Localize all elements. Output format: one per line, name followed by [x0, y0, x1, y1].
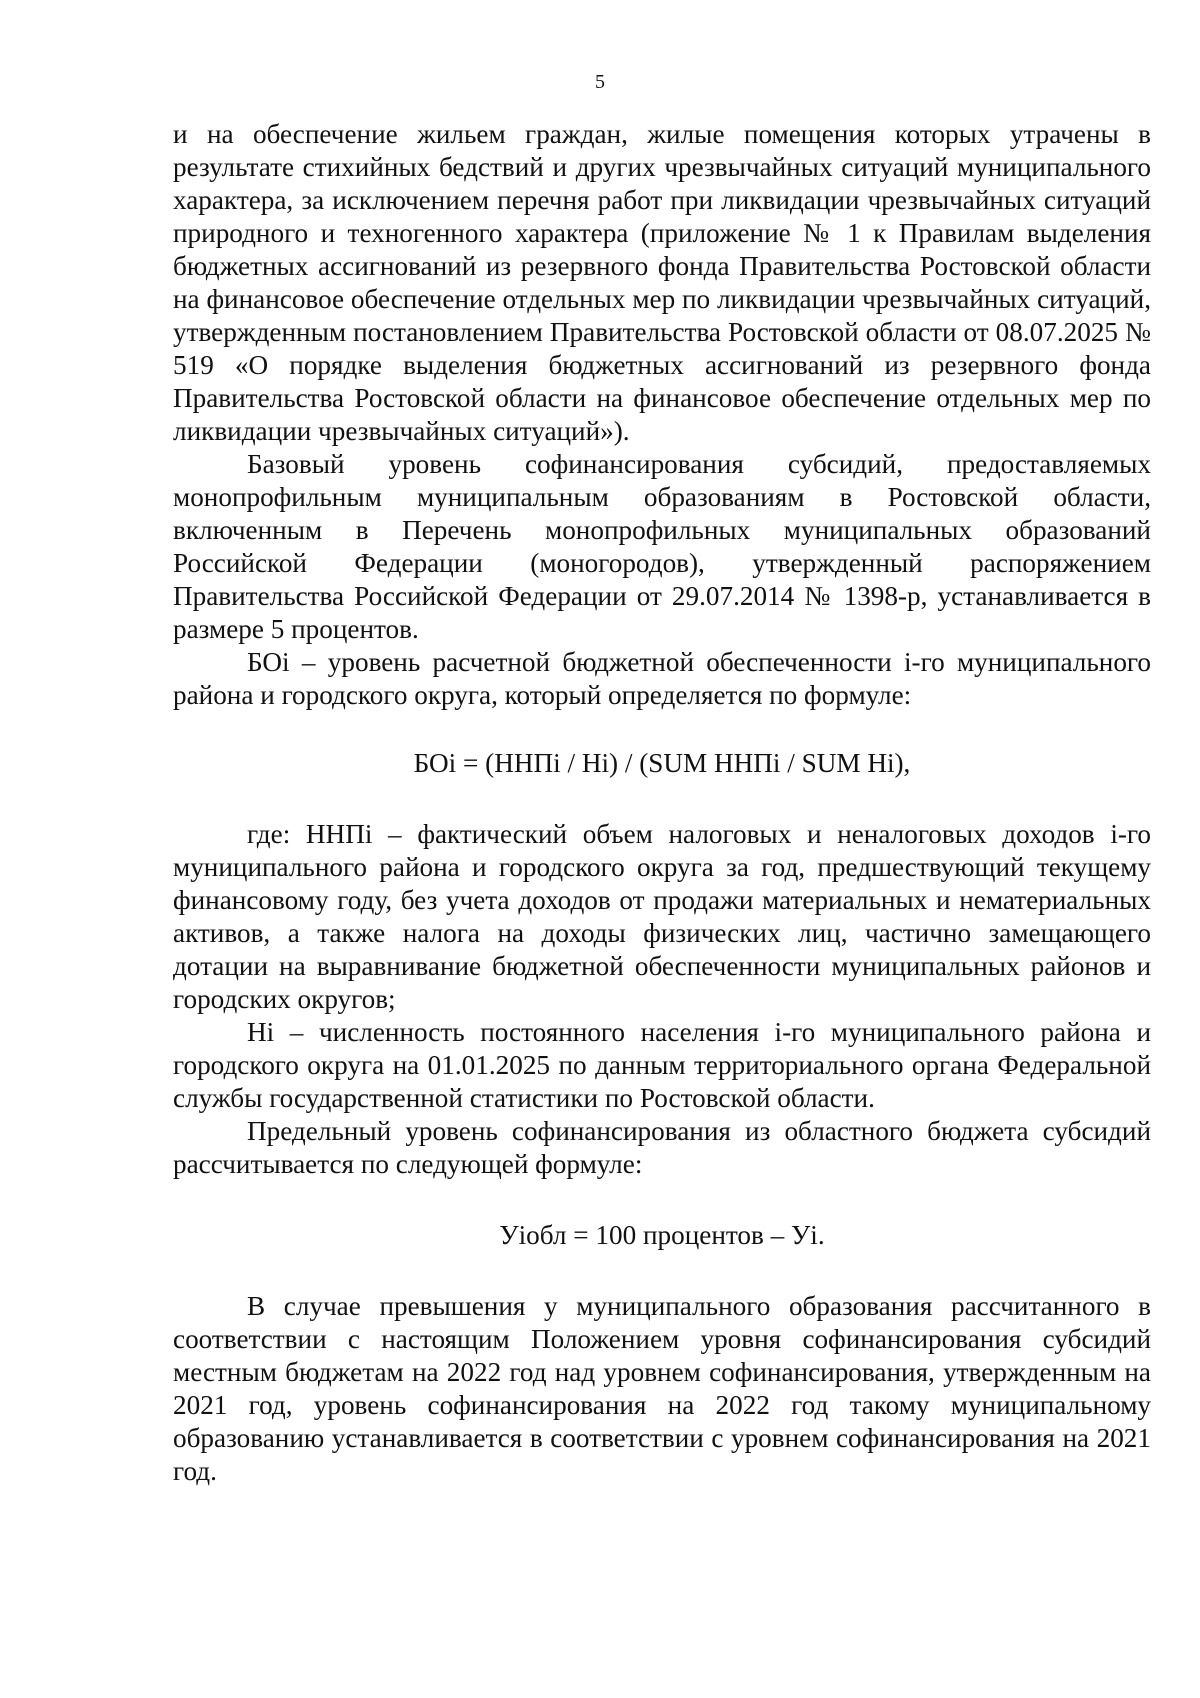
page-number: 5: [595, 71, 605, 93]
formula-u-obl: Уiобл = 100 процентов – Уi.: [499, 1220, 825, 1250]
paragraph-nnp-definition: где: ННПi – фактический объем налоговых и неналоговых доходов i-го муниципального района и городского округа за год, предшествующий текущему финансовому году, без учета доходов от продажи материальных и нематериальных активов, а также налога на доходы физических лиц, частично замещающего дотации на выравнивание бюджетной обеспеченности муниципальных районов и городских округов;: [173, 819, 1151, 1014]
formula-bo: БОi = (ННПi / Нi) / (SUM ННПi / SUM Нi),: [413, 748, 911, 778]
paragraph-base-level: Базовый уровень софинансирования субсидий, предоставляемых монопрофильным муниципальным образованиям в Ростовской области, включенным в Перечень монопрофильных муниципальных образований Российской Федерации (моногородов), утвержденный распоряжением Правительства Российской Федерации от 29.07.2014 № 1398-р, устанавливается в размере 5 процентов.: [173, 449, 1151, 644]
paragraph-exceeding-case: В случае превышения у муниципального образования рассчитанного в соответствии с настоящим Положением уровня софинансирования субсидий местным бюджетам на 2022 год над уровнем софинансирования, утвержденным на 2021 год, уровень софинансирования на 2022 год такому муниципальному образованию устанавливается в соответствии с уровнем софинансирования на 2021 год.: [173, 1291, 1151, 1486]
paragraph-limit-level: Предельный уровень софинансирования из областного бюджета субсидий рассчитывается по следующей формуле:: [173, 1116, 1151, 1179]
document-body: [173, 118, 1151, 1488]
paragraph-bo-definition: БОi – уровень расчетной бюджетной обеспеченности i-го муниципального района и городского округа, который определяется по формуле:: [173, 647, 1151, 710]
paragraph-n-definition: Нi – численность постоянного населения i-го муниципального района и городского округа на 01.01.2025 по данным территориального органа Федеральной службы государственной статистики по Ростовской области.: [173, 1017, 1151, 1113]
paragraph-continuation: и на обеспечение жильем граждан, жилые помещения которых утрачены в результате стихийных бедствий и других чрезвычайных ситуаций муниципального характера, за исключением перечня работ при ликвидации чрезвычайных ситуаций природного и техногенного характера (приложение № 1 к Правилам выделения бюджетных ассигнований из резервного фонда Правительства Ростовской области на финансовое обеспечение отдельных мер по ликвидации чрезвычайных ситуаций, утвержденным постановлением Правительства Ростовской области от 08.07.2025 № 519 «О порядке выделения бюджетных ассигнований из резервного фонда Правительства Ростовской области на финансовое обеспечение отдельных мер по ликвидации чрезвычайных ситуаций»).: [173, 119, 1151, 446]
